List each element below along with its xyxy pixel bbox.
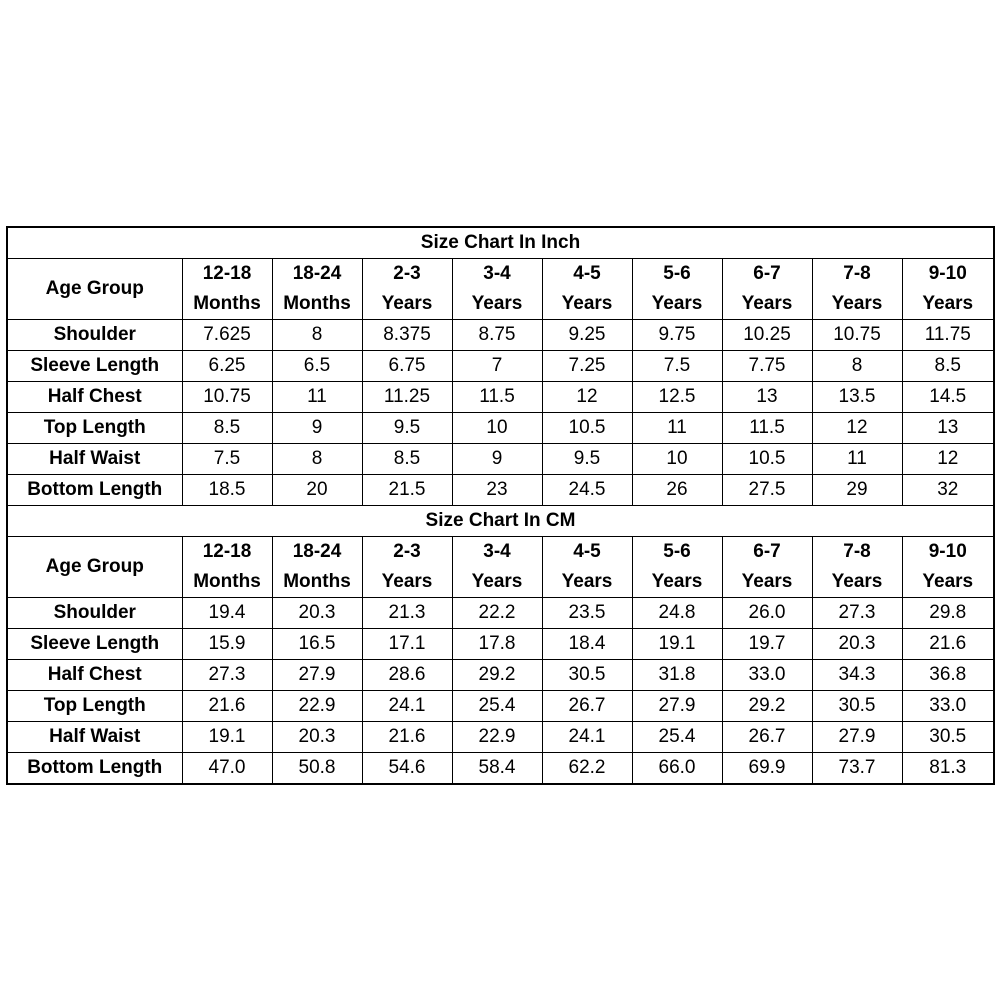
row-label: Half Chest bbox=[7, 382, 182, 413]
table-cell: 10.75 bbox=[812, 320, 902, 351]
table-cell: 10 bbox=[452, 413, 542, 444]
table-cell: 12 bbox=[902, 444, 994, 475]
column-header-range: 18-24 bbox=[292, 263, 342, 284]
table-cell: 18.4 bbox=[542, 629, 632, 660]
section-title-row-inch bbox=[7, 227, 994, 259]
table-cell: 23.5 bbox=[542, 598, 632, 629]
table-row bbox=[7, 382, 994, 413]
table-cell: 8.5 bbox=[902, 351, 994, 382]
age-group-label: Age Group bbox=[7, 537, 182, 598]
table-cell: 27.9 bbox=[812, 722, 902, 753]
column-header-unit: Years bbox=[741, 293, 793, 314]
column-header bbox=[452, 259, 542, 320]
column-header-range: 18-24 bbox=[292, 541, 342, 562]
column-header-range: 4-5 bbox=[573, 263, 601, 284]
column-header-range: 12-18 bbox=[202, 541, 252, 562]
column-header bbox=[272, 537, 362, 598]
table-cell: 7.625 bbox=[182, 320, 272, 351]
table-cell: 17.1 bbox=[362, 629, 452, 660]
table-cell: 8.375 bbox=[362, 320, 452, 351]
table-cell: 10.75 bbox=[182, 382, 272, 413]
table-cell: 13 bbox=[902, 413, 994, 444]
table-cell: 58.4 bbox=[452, 753, 542, 785]
header-row-inch bbox=[7, 259, 994, 320]
table-cell: 27.5 bbox=[722, 475, 812, 506]
column-header-range: 3-4 bbox=[483, 541, 511, 562]
table-cell: 66.0 bbox=[632, 753, 722, 785]
column-header-range: 5-6 bbox=[663, 263, 691, 284]
table-cell: 24.1 bbox=[542, 722, 632, 753]
table-cell: 19.7 bbox=[722, 629, 812, 660]
table-cell: 20.3 bbox=[812, 629, 902, 660]
table-cell: 30.5 bbox=[542, 660, 632, 691]
table-cell: 47.0 bbox=[182, 753, 272, 785]
column-header bbox=[542, 537, 632, 598]
table-cell: 8.5 bbox=[182, 413, 272, 444]
table-cell: 11.75 bbox=[902, 320, 994, 351]
column-header-unit: Months bbox=[193, 293, 261, 314]
table-cell: 27.3 bbox=[182, 660, 272, 691]
column-header bbox=[812, 259, 902, 320]
row-label: Bottom Length bbox=[7, 475, 182, 506]
table-cell: 9.5 bbox=[362, 413, 452, 444]
table-cell: 27.3 bbox=[812, 598, 902, 629]
table-cell: 12.5 bbox=[632, 382, 722, 413]
table-cell: 14.5 bbox=[902, 382, 994, 413]
table-cell: 11 bbox=[272, 382, 362, 413]
table-cell: 10.5 bbox=[542, 413, 632, 444]
table-cell: 36.8 bbox=[902, 660, 994, 691]
table-cell: 50.8 bbox=[272, 753, 362, 785]
column-header-range: 5-6 bbox=[663, 541, 691, 562]
column-header-unit: Years bbox=[381, 571, 433, 592]
table-cell: 9.75 bbox=[632, 320, 722, 351]
table-row bbox=[7, 660, 994, 691]
table-cell: 7.5 bbox=[632, 351, 722, 382]
section-title-row-cm bbox=[7, 506, 994, 537]
header-row-cm bbox=[7, 537, 994, 598]
column-header bbox=[902, 259, 994, 320]
table-cell: 26.7 bbox=[722, 722, 812, 753]
table-cell: 25.4 bbox=[452, 691, 542, 722]
row-label: Half Chest bbox=[7, 660, 182, 691]
column-header-unit: Years bbox=[831, 293, 883, 314]
table-cell: 28.6 bbox=[362, 660, 452, 691]
column-header bbox=[182, 537, 272, 598]
table-row bbox=[7, 722, 994, 753]
column-header-range: 9-10 bbox=[928, 263, 967, 284]
column-header-range: 6-7 bbox=[753, 263, 781, 284]
table-cell: 26.7 bbox=[542, 691, 632, 722]
table-cell: 31.8 bbox=[632, 660, 722, 691]
table-row bbox=[7, 598, 994, 629]
row-label: Sleeve Length bbox=[7, 351, 182, 382]
table-cell: 9 bbox=[452, 444, 542, 475]
row-label: Sleeve Length bbox=[7, 629, 182, 660]
row-label: Shoulder bbox=[7, 598, 182, 629]
table-cell: 73.7 bbox=[812, 753, 902, 785]
table-cell: 19.1 bbox=[182, 722, 272, 753]
table-cell: 22.9 bbox=[272, 691, 362, 722]
column-header-range: 6-7 bbox=[753, 541, 781, 562]
table-cell: 18.5 bbox=[182, 475, 272, 506]
table-cell: 29.8 bbox=[902, 598, 994, 629]
column-header-range: 7-8 bbox=[843, 263, 871, 284]
table-cell: 23 bbox=[452, 475, 542, 506]
table-cell: 9.25 bbox=[542, 320, 632, 351]
table-cell: 20.3 bbox=[272, 722, 362, 753]
row-label: Top Length bbox=[7, 413, 182, 444]
column-header-range: 2-3 bbox=[393, 263, 421, 284]
table-row bbox=[7, 444, 994, 475]
age-group-label: Age Group bbox=[7, 259, 182, 320]
table-cell: 8 bbox=[812, 351, 902, 382]
table-cell: 12 bbox=[812, 413, 902, 444]
table-cell: 20.3 bbox=[272, 598, 362, 629]
column-header-range: 2-3 bbox=[393, 541, 421, 562]
table-cell: 13.5 bbox=[812, 382, 902, 413]
table-cell: 9.5 bbox=[542, 444, 632, 475]
table-cell: 24.1 bbox=[362, 691, 452, 722]
column-header-unit: Years bbox=[831, 571, 883, 592]
column-header bbox=[722, 537, 812, 598]
column-header bbox=[812, 537, 902, 598]
column-header-unit: Years bbox=[741, 571, 793, 592]
table-row bbox=[7, 320, 994, 351]
table-cell: 81.3 bbox=[902, 753, 994, 785]
table-cell: 10.25 bbox=[722, 320, 812, 351]
column-header bbox=[452, 537, 542, 598]
table-row bbox=[7, 475, 994, 506]
row-label: Bottom Length bbox=[7, 753, 182, 785]
table-cell: 22.2 bbox=[452, 598, 542, 629]
table-cell: 32 bbox=[902, 475, 994, 506]
column-header-unit: Years bbox=[471, 293, 523, 314]
table-cell: 11.5 bbox=[452, 382, 542, 413]
column-header bbox=[632, 537, 722, 598]
column-header bbox=[272, 259, 362, 320]
table-cell: 33.0 bbox=[902, 691, 994, 722]
table-cell: 54.6 bbox=[362, 753, 452, 785]
table-cell: 25.4 bbox=[632, 722, 722, 753]
size-chart-table bbox=[6, 226, 995, 785]
table-cell: 9 bbox=[272, 413, 362, 444]
table-cell: 8.5 bbox=[362, 444, 452, 475]
table-cell: 33.0 bbox=[722, 660, 812, 691]
table-cell: 30.5 bbox=[902, 722, 994, 753]
table-cell: 16.5 bbox=[272, 629, 362, 660]
section-title-inch: Size Chart In Inch bbox=[7, 227, 994, 259]
table-cell: 24.8 bbox=[632, 598, 722, 629]
table-cell: 10 bbox=[632, 444, 722, 475]
table-cell: 7 bbox=[452, 351, 542, 382]
table-cell: 21.3 bbox=[362, 598, 452, 629]
table-cell: 6.5 bbox=[272, 351, 362, 382]
table-cell: 27.9 bbox=[632, 691, 722, 722]
table-cell: 8 bbox=[272, 444, 362, 475]
table-row bbox=[7, 753, 994, 785]
column-header-unit: Years bbox=[561, 293, 613, 314]
column-header-range: 9-10 bbox=[928, 541, 967, 562]
table-cell: 29.2 bbox=[452, 660, 542, 691]
column-header-range: 3-4 bbox=[483, 263, 511, 284]
table-cell: 22.9 bbox=[452, 722, 542, 753]
table-cell: 19.1 bbox=[632, 629, 722, 660]
column-header-unit: Months bbox=[193, 571, 261, 592]
table-cell: 21.6 bbox=[902, 629, 994, 660]
column-header-unit: Years bbox=[922, 571, 974, 592]
table-cell: 21.6 bbox=[182, 691, 272, 722]
table-cell: 29 bbox=[812, 475, 902, 506]
table-cell: 26 bbox=[632, 475, 722, 506]
table-cell: 11 bbox=[812, 444, 902, 475]
column-header bbox=[632, 259, 722, 320]
row-label: Top Length bbox=[7, 691, 182, 722]
table-cell: 11.5 bbox=[722, 413, 812, 444]
table-cell: 13 bbox=[722, 382, 812, 413]
column-header bbox=[362, 259, 452, 320]
table-cell: 8 bbox=[272, 320, 362, 351]
table-cell: 6.75 bbox=[362, 351, 452, 382]
column-header-unit: Years bbox=[651, 571, 703, 592]
table-cell: 69.9 bbox=[722, 753, 812, 785]
table-cell: 21.6 bbox=[362, 722, 452, 753]
table-row bbox=[7, 629, 994, 660]
column-header bbox=[902, 537, 994, 598]
table-row bbox=[7, 351, 994, 382]
row-label: Shoulder bbox=[7, 320, 182, 351]
table-cell: 7.75 bbox=[722, 351, 812, 382]
table-cell: 26.0 bbox=[722, 598, 812, 629]
table-cell: 34.3 bbox=[812, 660, 902, 691]
table-cell: 11.25 bbox=[362, 382, 452, 413]
table-cell: 15.9 bbox=[182, 629, 272, 660]
column-header-unit: Years bbox=[561, 571, 613, 592]
table-cell: 20 bbox=[272, 475, 362, 506]
column-header bbox=[182, 259, 272, 320]
table-row bbox=[7, 413, 994, 444]
table-cell: 11 bbox=[632, 413, 722, 444]
column-header-range: 4-5 bbox=[573, 541, 601, 562]
table-row bbox=[7, 691, 994, 722]
column-header-unit: Months bbox=[283, 293, 351, 314]
column-header-range: 7-8 bbox=[843, 541, 871, 562]
column-header bbox=[542, 259, 632, 320]
column-header-unit: Years bbox=[922, 293, 974, 314]
table-cell: 10.5 bbox=[722, 444, 812, 475]
row-label: Half Waist bbox=[7, 722, 182, 753]
column-header bbox=[722, 259, 812, 320]
table-cell: 7.5 bbox=[182, 444, 272, 475]
table-cell: 62.2 bbox=[542, 753, 632, 785]
size-chart-body bbox=[7, 227, 994, 784]
table-cell: 29.2 bbox=[722, 691, 812, 722]
table-cell: 7.25 bbox=[542, 351, 632, 382]
column-header-unit: Years bbox=[651, 293, 703, 314]
column-header-unit: Months bbox=[283, 571, 351, 592]
column-header-range: 12-18 bbox=[202, 263, 252, 284]
table-cell: 30.5 bbox=[812, 691, 902, 722]
column-header bbox=[362, 537, 452, 598]
table-cell: 24.5 bbox=[542, 475, 632, 506]
table-cell: 27.9 bbox=[272, 660, 362, 691]
column-header-unit: Years bbox=[471, 571, 523, 592]
table-cell: 8.75 bbox=[452, 320, 542, 351]
table-cell: 12 bbox=[542, 382, 632, 413]
section-title-cm: Size Chart In CM bbox=[7, 506, 994, 537]
table-cell: 6.25 bbox=[182, 351, 272, 382]
row-label: Half Waist bbox=[7, 444, 182, 475]
column-header-unit: Years bbox=[381, 293, 433, 314]
table-cell: 21.5 bbox=[362, 475, 452, 506]
table-cell: 17.8 bbox=[452, 629, 542, 660]
table-cell: 19.4 bbox=[182, 598, 272, 629]
